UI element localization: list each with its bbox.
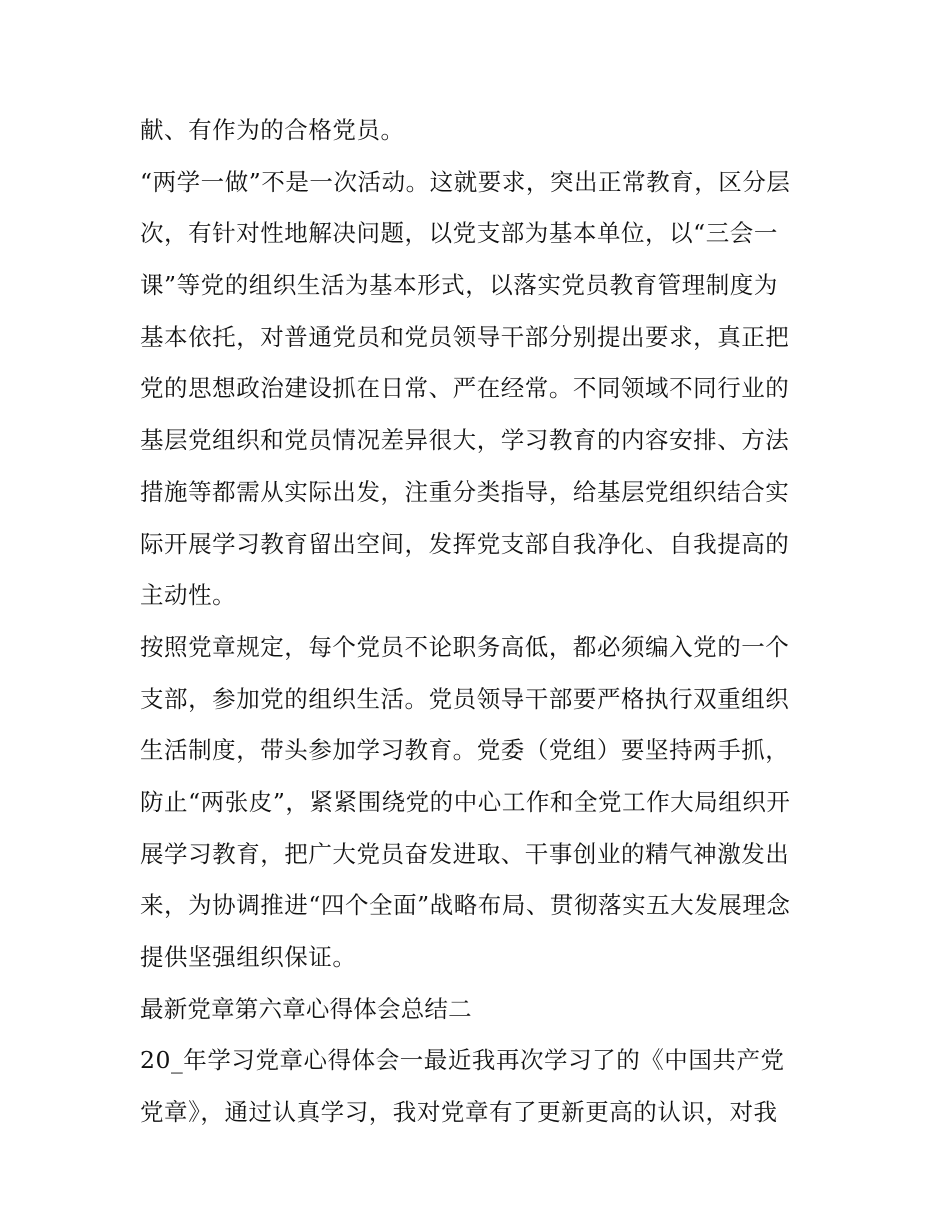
document-body: [140, 105, 815, 1139]
text-line: 措施等都需从实际出发，注重分类指导，给基层党组织结合实: [140, 477, 790, 506]
text-line: 提供坚强组织保证。: [140, 943, 357, 971]
text-line: 支部，参加党的组织生活。党员领导干部要严格执行双重组织: [140, 684, 790, 713]
text-line: 基层党组织和党员情况差异很大，学习教育的内容安排、方法: [140, 426, 790, 455]
text-line: 次，有针对性地解决问题，以党支部为基本单位，以“三会一: [140, 219, 778, 248]
text-line: 生活制度，带头参加学习教育。党委（党组）要坚持两手抓，: [140, 736, 790, 765]
text-line: 党的思想政治建设抓在日常、严在经常。不同领域不同行业的: [140, 374, 790, 403]
text-line: 课”等党的组织生活为基本形式，以落实党员教育管理制度为: [140, 271, 778, 300]
text-line: 按照党章规定，每个党员不论职务高低，都必须编入党的一个: [140, 632, 790, 661]
text-line: 献、有作为的合格党员。: [140, 116, 405, 144]
text-line: 展学习教育，把广大党员奋发进取、干事创业的精气神激发出: [140, 839, 790, 868]
section-heading: 最新党章第六章心得体会总结二: [140, 994, 472, 1023]
text-line: 防止“两张皮”，紧紧围绕党的中心工作和全党工作大局组织开: [140, 787, 791, 816]
text-line: 际开展学习教育留出空间，发挥党支部自我净化、自我提高的: [140, 529, 790, 558]
text-line: 20_年学习党章心得体会一最近我再次学习了的《中国共产党: [140, 1046, 785, 1075]
text-line: 基本依托，对普通党员和党员领导干部分别提出要求，真正把: [140, 322, 790, 351]
text-line: “两学一做”不是一次活动。这就要求，突出正常教育，区分层: [140, 167, 791, 196]
text-line: 来，为协调推进“四个全面”战略布局、贯彻落实五大发展理念: [140, 891, 791, 920]
text-line: 党章》，通过认真学习，我对党章有了更新更高的认识，对我: [140, 1098, 778, 1127]
text-line: 主动性。: [140, 581, 237, 610]
